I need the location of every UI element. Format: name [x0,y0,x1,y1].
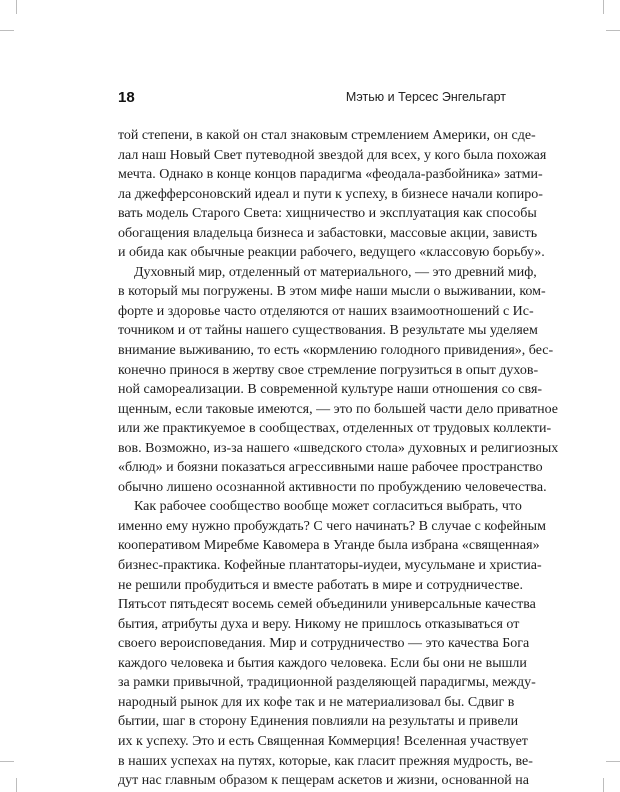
crop-mark-bottom-right [603,778,604,792]
text-line: ла джефферсоновский идеал и пути к успеху, в бизнесе начали копиро- [118,186,543,202]
body-text [118,126,559,791]
text-line: обычно лишено осознанной активности по пробуждению человечества. [118,479,547,495]
text-line: не решили пробудиться и вместе работать в мире и сотрудничестве. [118,577,523,593]
page-header [118,89,506,109]
text-line: бизнес-практика. Кофейные плантаторы-иудеи, мусульмане и христиа- [118,558,542,574]
text-line: бытии, шаг в сторону Единения повлияли на результаты и привели [118,714,519,730]
text-line: обогащения владельца бизнеса и забастовки, массовые акции, зависть [118,225,538,241]
crop-mark-left-top [0,30,14,31]
text-line: кооперативом Миребме Кавомера в Уганде была избрана «священная» [118,538,540,554]
text-line: Пятьсот пятьдесят восемь семей объединили универсальные качества [118,597,536,613]
text-line: в который мы погружены. В этом мифе наши мысли о выживании, ком- [118,284,546,300]
running-head: Мэтью и Терсес Энгельгарт [345,90,506,104]
text-line: дут нас главным образом к пещерам аскетов и жизни, основанной на [118,773,529,789]
crop-mark-right-bottom [606,761,620,762]
crop-mark-left-bottom [0,761,14,762]
crop-mark-bottom-left [16,778,17,792]
text-line: форте и здоровье часто отделяются от наших взаимоотношений с Ис- [118,303,534,319]
text-line: ной самореализации. В современной культуре наши отношения со свя- [118,382,543,398]
text-line: каждого человека и бытия каждого человека. Если бы они не вышли [118,655,527,671]
text-line: точником и от тайны нашего существования. В результате мы уделяем [118,323,538,339]
text-line: лал наш Новый Свет путеводной звездой для всех, у кого была похожая [118,147,547,163]
text-line: щенным, если таковые имеются, — это по большей части дело приватное [118,401,558,417]
text-line: «блюд» и боязни показаться агрессивными наше рабочее пространство [118,460,543,476]
text-line: вать модель Старого Света: хищничество и эксплуатация как способы [118,206,537,222]
text-line: внимание выживанию, то есть «кормлению голодного привидения», бес- [118,343,554,359]
paragraph [118,263,559,498]
page-number: 18 [118,89,135,106]
text-line: именно ему нужно пробуждать? С чего начинать? В случае с кофейным [118,518,546,534]
crop-mark-top-right [603,0,604,14]
text-line: и обида как обычные реакции рабочего, ведущего «классовую борьбу». [118,245,545,261]
text-line: бытия, атрибуты духа и веру. Никому не пришлось отказываться от [118,616,520,632]
text-line: в наших успехах на путях, которые, как гласит прежняя мудрость, ве- [118,753,533,769]
text-line: народный рынок для их кофе так и не материализовал бы. Сдвиг в [118,694,515,710]
text-line: своего вероисповедания. Мир и сотрудничество — это качества Бога [118,636,530,652]
crop-mark-top-left [16,0,17,14]
text-line: за рамки привычной, традиционной разделяющей парадигмы, между- [118,675,536,691]
text-line: той степени, в какой он стал знаковым стремлением Америки, он сде- [118,128,536,143]
text-line: вов. Возможно, из-за нашего «шведского стола» духовных и религиозных [118,440,559,456]
text-line: Духовный мир, отделенный от материального, — это древний миф, [134,264,537,280]
paragraph [118,497,546,790]
text-line: или же практикуемое в сообществах, отделенных от трудовых коллекти- [118,421,552,437]
text-line: мечта. Однако в конце концов парадигма «феодала-разбойника» затми- [118,167,543,183]
text-line: Как рабочее сообщество вообще может согласиться выбрать, что [134,499,522,515]
text-line: их к успеху. Это и есть Священная Коммерция! Вселенная участвует [118,733,528,749]
text-line: конечно принося в жертву свое стремление погрузиться в опыт духов- [118,362,539,378]
paragraph [118,126,547,263]
crop-mark-right-top [606,30,620,31]
